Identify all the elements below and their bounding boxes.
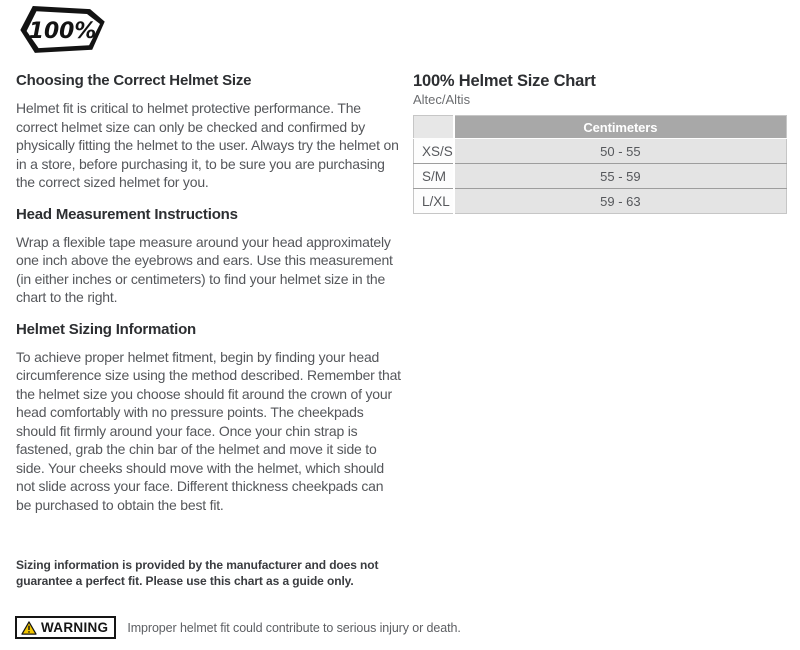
size-value-cell: 59 - 63 [454,189,787,214]
size-chart-column [413,72,787,214]
size-chart-table [413,115,787,214]
sizing-info-column [16,72,402,514]
warning-label: WARNING [41,620,109,635]
section-body: Helmet fit is critical to helmet protective performance. The correct helmet size can only be checked and confirmed by physically fitting the helmet to the user. Always try the helmet on in a store, before purchasing it, to be sure you are purchasing the correct sized helmet for you. [16,100,399,190]
brand-logo-text: 100% [28,18,97,44]
size-chart-subtitle: Altec/Altis [413,92,471,107]
warning-text: Improper helmet fit could contribute to serious injury or death. [127,620,461,635]
section-body: Wrap a flexible tape measure around your head approximately one inch above the eyebrows and ears. Use this measurement (in either inches or centimeters) to find your helmet size in the chart to the right. [16,233,393,305]
size-chart-title: 100% Helmet Size Chart [413,72,596,90]
size-label-cell: XS/S [414,139,454,164]
warning-triangle-icon [21,621,37,635]
section-heading: Choosing the Correct Helmet Size [16,72,252,89]
table-row [414,189,787,214]
brand-logo-badge [18,5,106,55]
table-units-header: Centimeters [454,116,787,139]
size-label-cell: L/XL [414,189,454,214]
table-row [414,164,787,189]
size-value-cell: 55 - 59 [454,164,787,189]
section-choosing-helmet-size [16,72,402,192]
disclaimer-text: Sizing information is provided by the manufacturer and does not guarantee a perfect fit. Please use this chart as a guide only. [16,558,379,588]
section-head-measurement [16,206,402,307]
warning-row [15,616,461,639]
section-body: To achieve proper helmet fitment, begin by finding your head circumference size using the method described. Remember that the helmet size you choose should fit around the crown of your head comfortably with no pressure points. The cheekpads should fit firmly around your face. Once your chin strap is fastened, grab the chin bar of the helmet and move it side to side. Your cheeks should move with the helmet, which should not slide across your face. Different thickness cheekpads can be purchased to obtain the best fit. [16,348,401,513]
section-heading: Helmet Sizing Information [16,320,197,338]
section-helmet-sizing-info [16,321,402,515]
section-heading: Head Measurement Instructions [16,205,238,223]
table-row [414,139,787,164]
table-corner-cell [414,116,454,139]
size-value-cell: 50 - 55 [454,139,787,164]
brand-logo-100percent [18,5,106,55]
warning-badge [15,616,116,639]
table-header-row [414,116,787,139]
size-label-cell: S/M [414,164,454,189]
